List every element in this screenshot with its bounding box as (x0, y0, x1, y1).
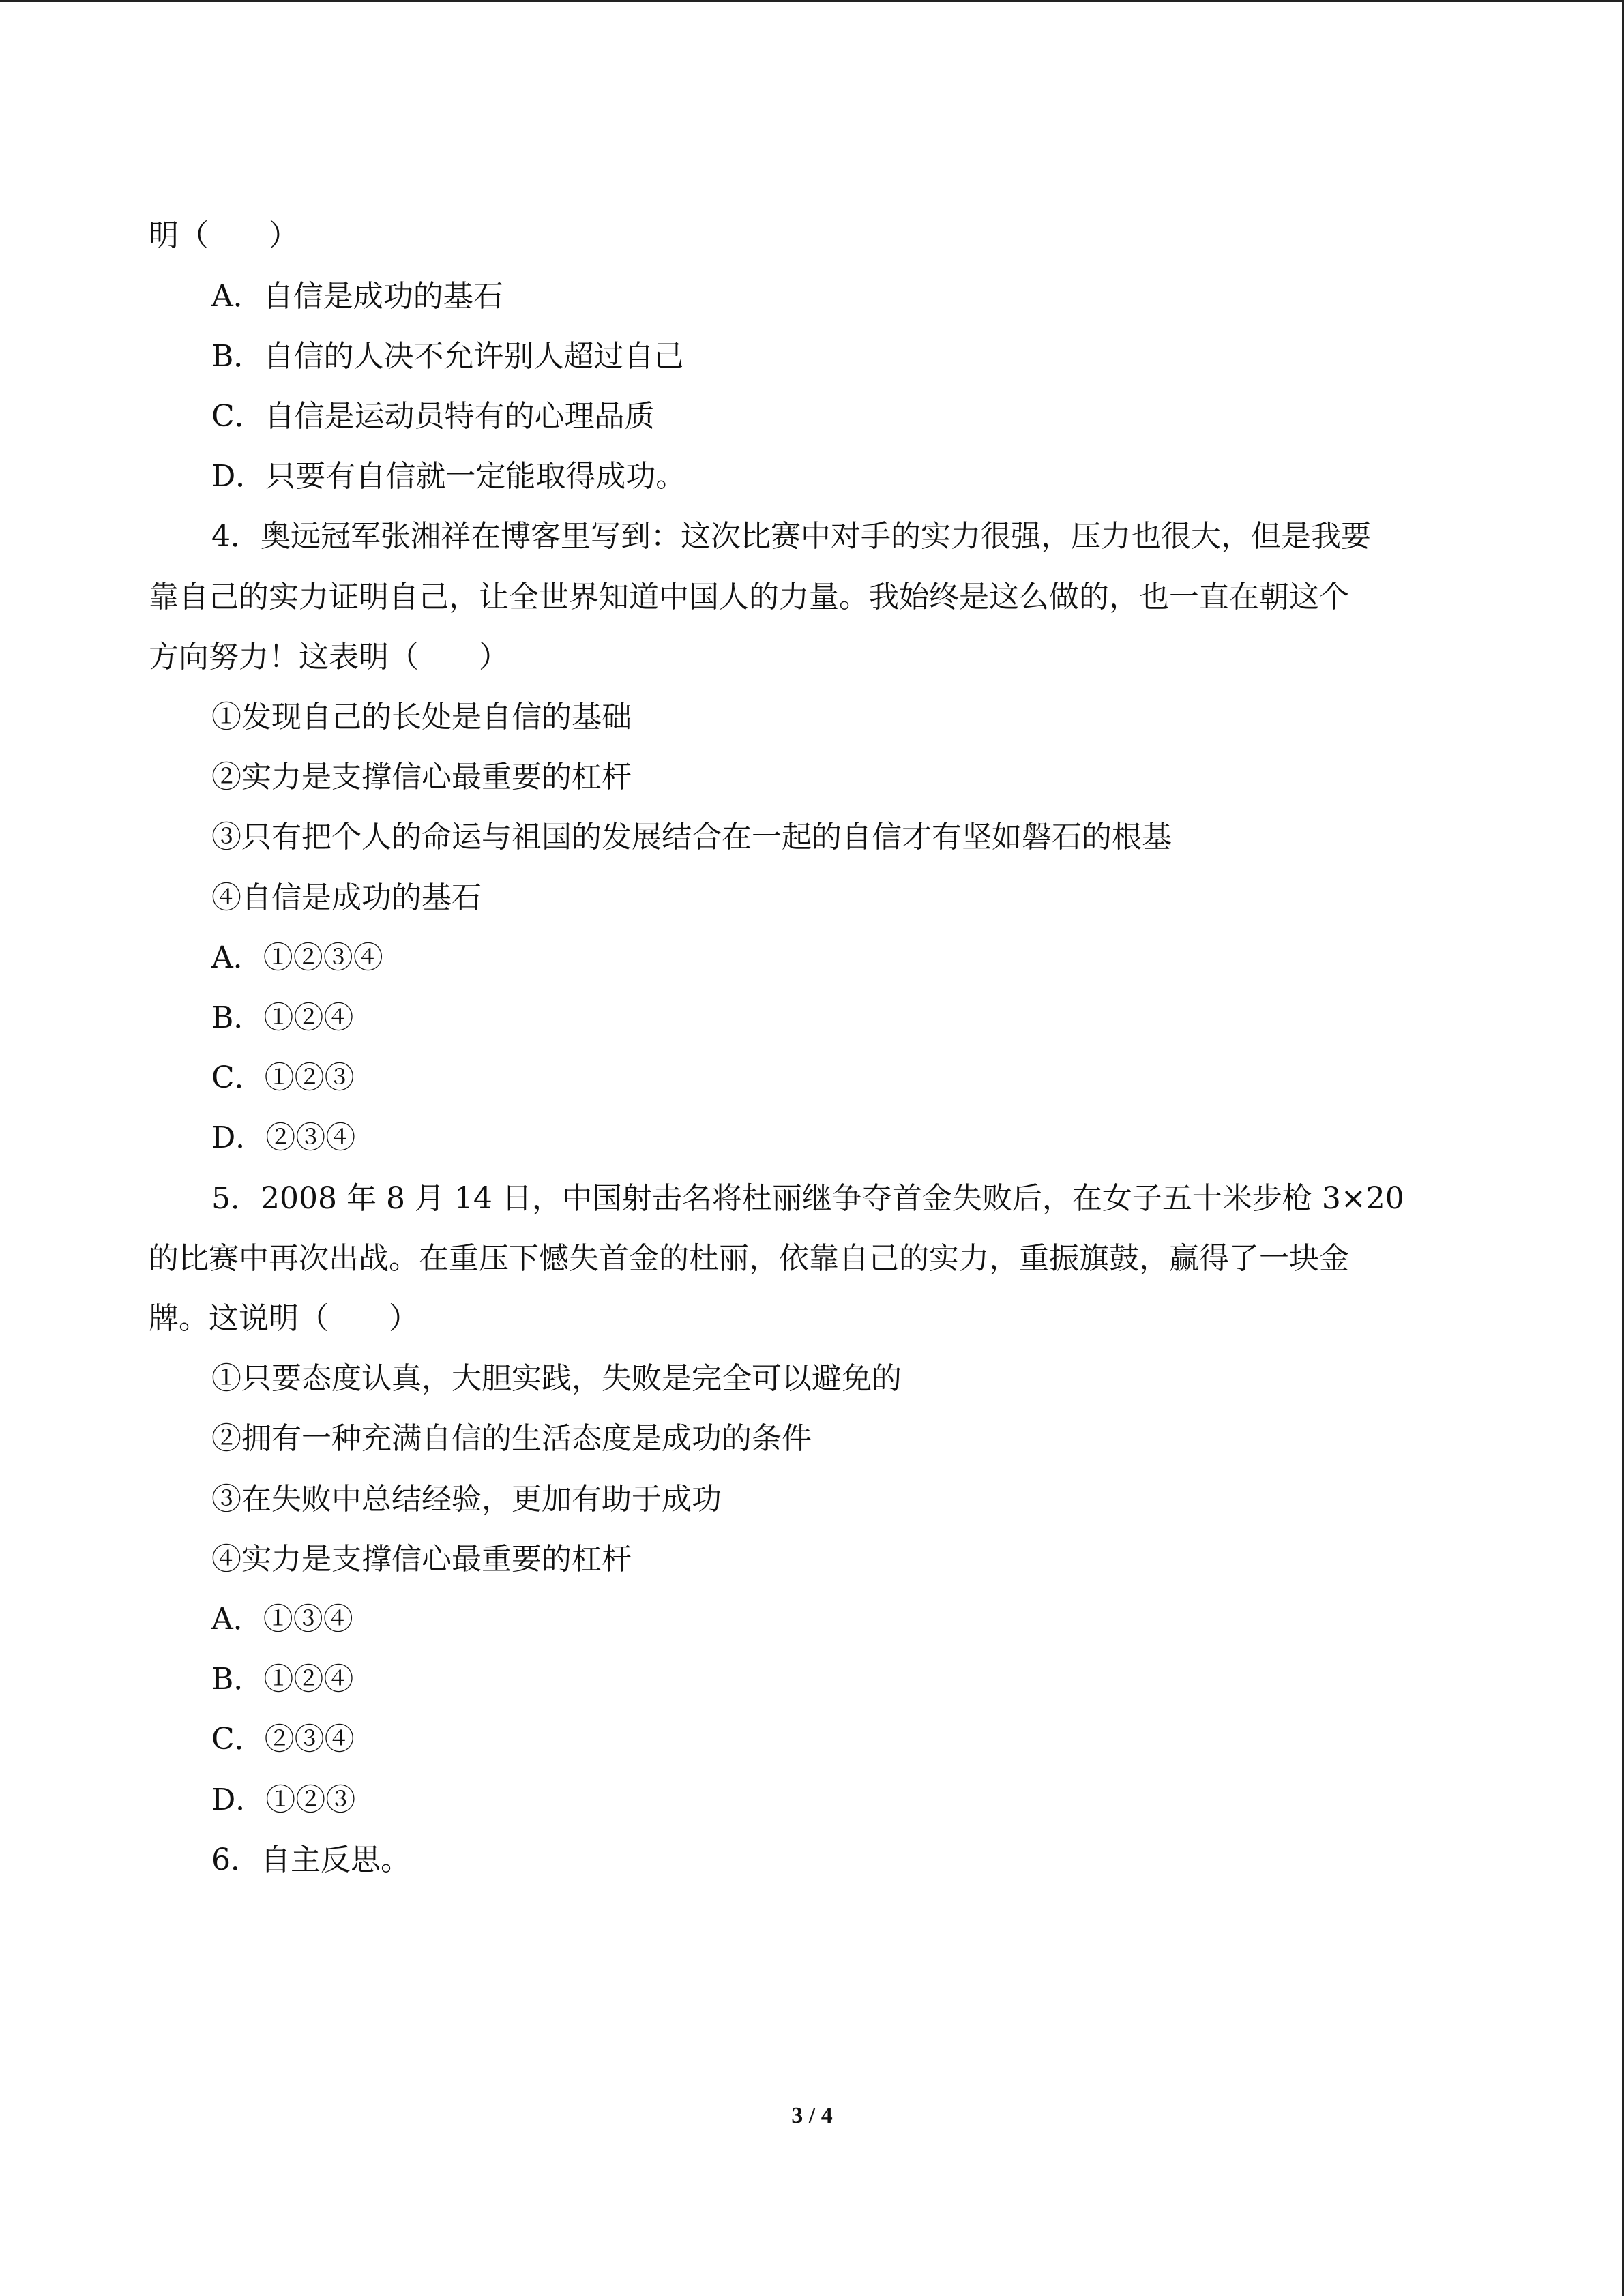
q5-stem-line-1: 5．2008 年 8 月 14 日，中国射击名将杜丽继争夺首金失败后，在女子五十米步枪 3×20 (211, 1181, 1404, 1216)
q5-stem-line-2: 的比赛中再次出战。在重压下憾失首金的杜丽，依靠自己的实力，重振旗鼓，赢得了一块金 (149, 1241, 1349, 1276)
q4-statement-3: ③只有把个人的命运与祖国的发展结合在一起的自信才有坚如磐石的根基 (211, 820, 1172, 854)
q3-option-d: D．只要有自信就一定能取得成功。 (211, 459, 686, 494)
q4-statement-2: ②实力是支撑信心最重要的杠杆 (211, 760, 632, 794)
q4-option-b: B．①②④ (211, 1000, 354, 1035)
q4-option-a: A．①②③④ (211, 940, 383, 975)
q5-statement-1: ①只要态度认真，大胆实践，失败是完全可以避免的 (211, 1361, 902, 1396)
q3-tail: 明（ ） (149, 218, 299, 253)
q5-option-b: B．①②④ (211, 1662, 354, 1697)
q5-statement-4: ④实力是支撑信心最重要的杠杆 (211, 1542, 632, 1577)
q5-statement-3: ③在失败中总结经验，更加有助于成功 (211, 1482, 722, 1517)
q4-option-c: C．①②③ (211, 1060, 355, 1095)
q3-option-c: C．自信是运动员特有的心理品质 (211, 399, 655, 434)
q4-statement-1: ①发现自己的长处是自信的基础 (211, 700, 632, 734)
page-number: 3 / 4 (791, 2103, 833, 2128)
q4-stem-line-3: 方向努力！这表明（ ） (149, 640, 509, 674)
q4-statement-4: ④自信是成功的基石 (211, 880, 482, 915)
q6-text: 6．自主反思。 (211, 1843, 411, 1877)
q3-option-b: B．自信的人决不允许别人超过自己 (211, 339, 684, 374)
q5-statement-2: ②拥有一种充满自信的生活态度是成功的条件 (211, 1421, 812, 1456)
q5-stem-line-3: 牌。这说明（ ） (149, 1301, 419, 1336)
q4-option-d: D．②③④ (211, 1120, 356, 1155)
q5-option-d: D．①②③ (211, 1783, 356, 1817)
q5-option-a: A．①③④ (211, 1602, 353, 1637)
q3-option-a: A．自信是成功的基石 (211, 279, 503, 314)
q4-stem-line-2: 靠自己的实力证明自己，让全世界知道中国人的力量。我始终是这么做的，也一直在朝这个 (149, 580, 1349, 614)
q5-option-c: C．②③④ (211, 1722, 355, 1757)
q4-stem-line-1: 4．奥远冠军张湘祥在博客里写到：这次比赛中对手的实力很强，压力也很大，但是我要 (211, 519, 1371, 554)
